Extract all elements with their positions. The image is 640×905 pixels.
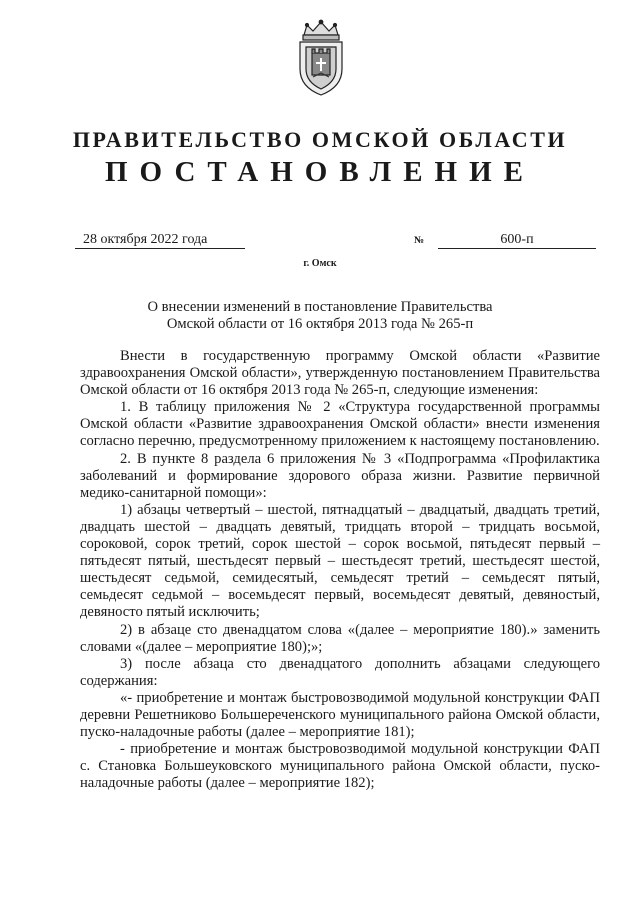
body-paragraph: 3) после абзаца сто двенадцатого дополнить абзацами следующего содержания: xyxy=(80,655,600,689)
document-type: ПОСТАНОВЛЕНИЕ xyxy=(104,156,535,188)
document-title xyxy=(110,299,530,333)
document-date: 28 октября 2022 года xyxy=(75,232,245,249)
document-number: 600-п xyxy=(438,232,596,249)
document-body xyxy=(80,348,600,792)
body-paragraph: 1) абзацы четвертый – шестой, пятнадцатый – двадцатый, двадцать третий, двадцать шестой – двадцать девятый, тридцать второй – тридцать восьмой, сороковой, сорок третий, сорок шестой – сорок восьмой, пятьдесят первый – пятьдесят пятый, шестьдесят первый – шестьдесят третий, шестьдесят шестой, шестьдесят седьмой, семидесятый, семьдесят третий – семьдесят пятый, семьдесят седьмой – восемьдесят первый, восемьдесят девятый, девяностый, девяносто пятый исключить; xyxy=(80,501,600,621)
city-label: г. Омск xyxy=(303,258,337,269)
organization-name: ПРАВИТЕЛЬСТВО ОМСКОЙ ОБЛАСТИ xyxy=(72,127,568,152)
body-paragraph: 2) в абзаце сто двенадцатом слова «(далее – мероприятие 180).» заменить словами «(далее – мероприятие 180);»; xyxy=(80,621,600,655)
body-paragraph: - приобретение и монтаж быстровозводимой модульной конструкции ФАП с. Становка Большеуковского муниципального района Омской области, пуско-наладочные работы (далее – мероприятие 182); xyxy=(80,741,600,792)
body-paragraph: 1. В таблицу приложения № 2 «Структура государственной программы Омской области «Развитие здравоохранения Омской области» внести изменения согласно перечню, предусмотренному приложением к настоящему постановлению. xyxy=(80,399,600,450)
number-label: № xyxy=(414,235,425,246)
body-paragraph: «- приобретение и монтаж быстровозводимой модульной конструкции ФАП деревни Решетниково Большереченского муниципального района Омской области, пуско-наладочные работы (далее – мероприятие 181); xyxy=(80,689,600,741)
title-line: О внесении изменений в постановление Правительства xyxy=(147,299,493,315)
coat-of-arms-icon xyxy=(290,19,352,97)
body-paragraph: 2. В пункте 8 раздела 6 приложения № 3 «Подпрограмма «Профилактика заболеваний и формирование здорового образа жизни. Развитие первичной медико-санитарной помощи»: xyxy=(80,450,600,501)
body-paragraph: Внести в государственную программу Омской области «Развитие здравоохранения Омской области», утвержденную постановлением Правительства Омской области от 16 октября 2013 года № 265-п, следующие изменения: xyxy=(80,348,600,399)
title-line: Омской области от 16 октября 2013 года № 265-п xyxy=(166,316,474,332)
